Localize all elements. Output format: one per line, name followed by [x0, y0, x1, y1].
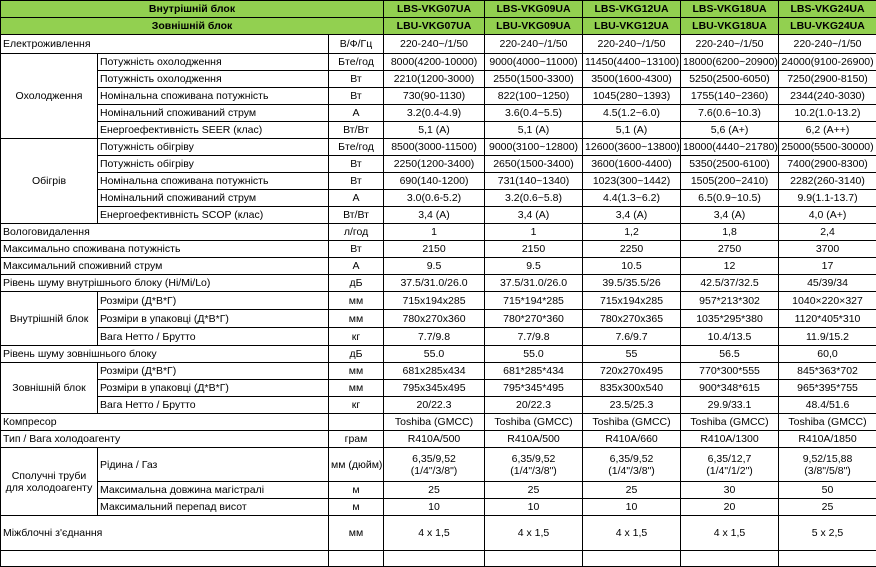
- outdoor-model-header: LBU-VKG24UA: [779, 18, 876, 35]
- outdoor-header-label: Зовнішній блок: [1, 18, 384, 35]
- value-cell: 7.7/9.8: [485, 328, 583, 346]
- value-cell: 3,4 (A): [583, 207, 681, 224]
- value-cell: 795*345*495: [485, 380, 583, 397]
- value-cell: 795x345x495: [384, 380, 485, 397]
- value-cell: 4.5(1.2~6.0): [583, 105, 681, 122]
- value-cell: 1,2: [583, 224, 681, 241]
- row-label: Потужність обігріву: [98, 139, 329, 156]
- interconnect-row: [1, 516, 876, 551]
- row-label: Розміри в упаковці (Д*В*Г): [98, 380, 329, 397]
- value-cell: 18000(6200~20900): [681, 54, 779, 71]
- pipe-size-mm: 6,35/9,52: [487, 453, 580, 465]
- value-cell: 3.6(0.4~5.5): [485, 105, 583, 122]
- heating-row: [1, 156, 876, 173]
- unit-cell: [329, 414, 384, 431]
- value-cell: 12: [681, 258, 779, 275]
- row-label: Номінальна споживана потужність: [98, 88, 329, 105]
- compressor-row: [1, 414, 876, 431]
- blank-row: [1, 551, 876, 567]
- header-row-indoor: [1, 1, 876, 18]
- indoor-header-label: Внутрішній блок: [1, 1, 384, 18]
- outdoor-noise-row: [1, 346, 876, 363]
- value-cell: 7.7/9.8: [384, 328, 485, 346]
- pipe-size-mm: 6,35/9,52: [585, 453, 678, 465]
- row-label: Потужність обігріву: [98, 156, 329, 173]
- row-label: Потужність охолодження: [98, 71, 329, 88]
- value-cell: 5,1 (A): [384, 122, 485, 139]
- unit-cell: мм (дюйм): [329, 448, 384, 482]
- row-label: Енергоефективність SCOP (клас): [98, 207, 329, 224]
- blank-cell: [1, 551, 329, 567]
- value-cell: 24000(9100-26900): [779, 54, 876, 71]
- value-cell: 715*194*285: [485, 292, 583, 310]
- row-label: Розміри в упаковці (Д*В*Г): [98, 310, 329, 328]
- value-cell: 730(90-1130): [384, 88, 485, 105]
- pipes-row: [1, 448, 876, 482]
- value-cell: 1040×220×327: [779, 292, 876, 310]
- cooling-row: [1, 105, 876, 122]
- cooling-row: [1, 54, 876, 71]
- power-supply-row: [1, 35, 876, 54]
- indoor-model-header: LBS-VKG24UA: [779, 1, 876, 18]
- value-cell: 11450(4400~13100): [583, 54, 681, 71]
- blank-cell: [779, 551, 876, 567]
- value-cell: Toshiba (GMCC): [583, 414, 681, 431]
- row-label: Номінальна споживана потужність: [98, 173, 329, 190]
- value-cell: 6.5(0.9~10.5): [681, 190, 779, 207]
- value-cell: 780x270x365: [583, 310, 681, 328]
- value-cell: R410A/660: [583, 431, 681, 448]
- unit-cell: мм: [329, 363, 384, 380]
- unit-cell: мм: [329, 516, 384, 551]
- row-label: Максимально споживана потужність: [1, 241, 329, 258]
- value-cell: 720x270x495: [583, 363, 681, 380]
- value-cell: R410A/1300: [681, 431, 779, 448]
- unit-cell: Бте/год: [329, 139, 384, 156]
- value-cell: [779, 448, 876, 482]
- blank-cell: [485, 551, 583, 567]
- value-cell: 3.2(0.4-4.9): [384, 105, 485, 122]
- row-label: Максимальна довжина магістралі: [98, 482, 329, 499]
- unit-cell: Вт: [329, 241, 384, 258]
- outdoor-model-header: LBU-VKG07UA: [384, 18, 485, 35]
- unit-cell: дБ: [329, 275, 384, 292]
- value-cell: 681x285x434: [384, 363, 485, 380]
- value-cell: 3,4 (A): [681, 207, 779, 224]
- row-label: Розміри (Д*В*Г): [98, 363, 329, 380]
- value-cell: 60,0: [779, 346, 876, 363]
- value-cell: 9.5: [384, 258, 485, 275]
- value-cell: R410A/500: [485, 431, 583, 448]
- heating-row: [1, 190, 876, 207]
- group-label: Охолодження: [1, 54, 98, 139]
- value-cell: 4,0 (A+): [779, 207, 876, 224]
- value-cell: 835x300x540: [583, 380, 681, 397]
- blank-cell: [329, 551, 384, 567]
- unit-cell: м: [329, 499, 384, 516]
- row-label: Номінальний споживаний струм: [98, 105, 329, 122]
- value-cell: 681*285*434: [485, 363, 583, 380]
- value-cell: 25: [583, 482, 681, 499]
- value-cell: 45/39/34: [779, 275, 876, 292]
- value-cell: 8500(3000-11500): [384, 139, 485, 156]
- unit-cell: Вт: [329, 173, 384, 190]
- value-cell: 3.2(0.6~5.8): [485, 190, 583, 207]
- value-cell: 5 x 2,5: [779, 516, 876, 551]
- group-label: Внутрішній блок: [1, 292, 98, 346]
- value-cell: 1: [384, 224, 485, 241]
- value-cell: 20: [681, 499, 779, 516]
- row-label: Вологовидалення: [1, 224, 329, 241]
- blank-cell: [384, 551, 485, 567]
- value-cell: 11.9/15.2: [779, 328, 876, 346]
- value-cell: [583, 448, 681, 482]
- value-cell: 2250(1200-3400): [384, 156, 485, 173]
- value-cell: 23.5/25.3: [583, 397, 681, 414]
- unit-cell: А: [329, 190, 384, 207]
- value-cell: 55: [583, 346, 681, 363]
- value-cell: 690(140-1200): [384, 173, 485, 190]
- value-cell: 10: [485, 499, 583, 516]
- pipe-size-inch: (1/4"/3/8"): [386, 465, 482, 477]
- value-cell: 48.4/51.6: [779, 397, 876, 414]
- value-cell: 3700: [779, 241, 876, 258]
- value-cell: 5250(2500-6050): [681, 71, 779, 88]
- indoor-unit-row: [1, 310, 876, 328]
- outdoor-model-header: LBU-VKG09UA: [485, 18, 583, 35]
- outdoor-unit-row: [1, 397, 876, 414]
- cooling-row: [1, 71, 876, 88]
- value-cell: 2750: [681, 241, 779, 258]
- value-cell: 3600(1600-4400): [583, 156, 681, 173]
- value-cell: 2150: [384, 241, 485, 258]
- value-cell: 845*363*702: [779, 363, 876, 380]
- value-cell: 4 x 1,5: [583, 516, 681, 551]
- indoor-model-header: LBS-VKG12UA: [583, 1, 681, 18]
- blank-cell: [681, 551, 779, 567]
- unit-cell: мм: [329, 310, 384, 328]
- dehumidification-row: [1, 224, 876, 241]
- value-cell: 1755(140~2360): [681, 88, 779, 105]
- value-cell: 957*213*302: [681, 292, 779, 310]
- value-cell: Toshiba (GMCC): [485, 414, 583, 431]
- value-cell: 2282(260-3140): [779, 173, 876, 190]
- value-cell: 37.5/31.0/26.0: [384, 275, 485, 292]
- unit-cell: кг: [329, 328, 384, 346]
- value-cell: Toshiba (GMCC): [681, 414, 779, 431]
- value-cell: 4 x 1,5: [384, 516, 485, 551]
- outdoor-model-header: LBU-VKG12UA: [583, 18, 681, 35]
- value-cell: 3,4 (A): [485, 207, 583, 224]
- blank-cell: [583, 551, 681, 567]
- pipes-row: [1, 482, 876, 499]
- value-cell: Toshiba (GMCC): [779, 414, 876, 431]
- value-cell: 965*395*755: [779, 380, 876, 397]
- value-cell: 9000(4000~11000): [485, 54, 583, 71]
- value-cell: 50: [779, 482, 876, 499]
- value-cell: 5350(2500-6100): [681, 156, 779, 173]
- max-current-row: [1, 258, 876, 275]
- outdoor-unit-row: [1, 363, 876, 380]
- row-label: Рівень шуму зовнішнього блоку: [1, 346, 329, 363]
- pipe-size-mm: 6,35/12,7: [683, 453, 776, 465]
- row-label: Рідина / Газ: [98, 448, 329, 482]
- pipe-size-inch: (1/4"/3/8"): [487, 465, 580, 477]
- value-cell: 220-240~/1/50: [583, 35, 681, 54]
- value-cell: 220-240~/1/50: [485, 35, 583, 54]
- value-cell: 10.5: [583, 258, 681, 275]
- unit-cell: л/год: [329, 224, 384, 241]
- row-label: Вага Нетто / Брутто: [98, 328, 329, 346]
- value-cell: 2344(240-3030): [779, 88, 876, 105]
- unit-cell: Вт: [329, 88, 384, 105]
- row-label: Потужність охолодження: [98, 54, 329, 71]
- pipe-size-inch: (3/8"/5/8"): [781, 465, 874, 477]
- value-cell: 2,4: [779, 224, 876, 241]
- value-cell: 12600(3600~13800): [583, 139, 681, 156]
- unit-cell: Вт: [329, 156, 384, 173]
- value-cell: 3500(1600-4300): [583, 71, 681, 88]
- unit-cell: м: [329, 482, 384, 499]
- unit-cell: А: [329, 105, 384, 122]
- value-cell: 2550(1500-3300): [485, 71, 583, 88]
- value-cell: 7400(2900-8300): [779, 156, 876, 173]
- value-cell: 780x270x360: [384, 310, 485, 328]
- value-cell: 2150: [485, 241, 583, 258]
- unit-cell: Вт/Вт: [329, 122, 384, 139]
- group-label: Обігрів: [1, 139, 98, 224]
- value-cell: 1120*405*310: [779, 310, 876, 328]
- outdoor-unit-row: [1, 380, 876, 397]
- value-cell: 25000(5500-30000): [779, 139, 876, 156]
- header-row-outdoor: [1, 18, 876, 35]
- value-cell: 5,1 (A): [485, 122, 583, 139]
- row-label: Компресор: [1, 414, 329, 431]
- value-cell: 9000(3100~12800): [485, 139, 583, 156]
- cooling-row: [1, 88, 876, 105]
- value-cell: 220-240~/1/50: [384, 35, 485, 54]
- value-cell: 7.6(0.6~10.3): [681, 105, 779, 122]
- value-cell: 30: [681, 482, 779, 499]
- value-cell: 2210(1200-3000): [384, 71, 485, 88]
- value-cell: 3,4 (A): [384, 207, 485, 224]
- value-cell: 10: [384, 499, 485, 516]
- row-label: Максимальний споживний струм: [1, 258, 329, 275]
- pipe-size-inch: (1/4"/3/8"): [585, 465, 678, 477]
- value-cell: [681, 448, 779, 482]
- value-cell: 7250(2900-8150): [779, 71, 876, 88]
- value-cell: 1023(300~1442): [583, 173, 681, 190]
- value-cell: 39.5/35.5/26: [583, 275, 681, 292]
- unit-cell: грам: [329, 431, 384, 448]
- indoor-model-header: LBS-VKG09UA: [485, 1, 583, 18]
- value-cell: 7.6/9.7: [583, 328, 681, 346]
- row-label: Вага Нетто / Брутто: [98, 397, 329, 414]
- value-cell: 1: [485, 224, 583, 241]
- value-cell: 780*270*360: [485, 310, 583, 328]
- value-cell: 29.9/33.1: [681, 397, 779, 414]
- value-cell: 5,6 (A+): [681, 122, 779, 139]
- value-cell: 220-240~/1/50: [779, 35, 876, 54]
- value-cell: 715x194x285: [384, 292, 485, 310]
- value-cell: 4 x 1,5: [485, 516, 583, 551]
- value-cell: 3.0(0.6-5.2): [384, 190, 485, 207]
- value-cell: 715x194x285: [583, 292, 681, 310]
- unit-cell: мм: [329, 292, 384, 310]
- unit-cell: кг: [329, 397, 384, 414]
- pipe-size-mm: 9,52/15,88: [781, 453, 874, 465]
- value-cell: 731(140~1340): [485, 173, 583, 190]
- indoor-unit-row: [1, 292, 876, 310]
- cooling-row: [1, 122, 876, 139]
- value-cell: 55.0: [485, 346, 583, 363]
- value-cell: 9.5: [485, 258, 583, 275]
- value-cell: 1045(280~1393): [583, 88, 681, 105]
- unit-cell: В/Ф/Гц: [329, 35, 384, 54]
- value-cell: 10.4/13.5: [681, 328, 779, 346]
- row-label: Номінальний споживаний струм: [98, 190, 329, 207]
- pipe-size-inch: (1/4"/1/2"): [683, 465, 776, 477]
- refrigerant-row: [1, 431, 876, 448]
- value-cell: 6,2 (A++): [779, 122, 876, 139]
- value-cell: 25: [384, 482, 485, 499]
- value-cell: 10: [583, 499, 681, 516]
- value-cell: 18000(4440~21780): [681, 139, 779, 156]
- pipe-size-mm: 6,35/9,52: [386, 453, 482, 465]
- value-cell: 2250: [583, 241, 681, 258]
- value-cell: [384, 448, 485, 482]
- heating-row: [1, 139, 876, 156]
- heating-row: [1, 207, 876, 224]
- unit-cell: Вт: [329, 71, 384, 88]
- value-cell: 5,1 (A): [583, 122, 681, 139]
- row-label: Енергоефективність SEER (клас): [98, 122, 329, 139]
- unit-cell: А: [329, 258, 384, 275]
- row-label: Тип / Вага холодоагенту: [1, 431, 329, 448]
- value-cell: 37.5/31.0/26.0: [485, 275, 583, 292]
- row-label: Максимальний перепад висот: [98, 499, 329, 516]
- unit-cell: Вт/Вт: [329, 207, 384, 224]
- value-cell: 10.2(1.0-13.2): [779, 105, 876, 122]
- value-cell: 25: [779, 499, 876, 516]
- value-cell: 20/22.3: [384, 397, 485, 414]
- value-cell: 25: [485, 482, 583, 499]
- group-label: Зовнішній блок: [1, 363, 98, 414]
- value-cell: 56.5: [681, 346, 779, 363]
- value-cell: 8000(4200-10000): [384, 54, 485, 71]
- unit-cell: Бте/год: [329, 54, 384, 71]
- value-cell: 770*300*555: [681, 363, 779, 380]
- row-label: Міжблочні з'єднання: [1, 516, 329, 551]
- indoor-model-header: LBS-VKG18UA: [681, 1, 779, 18]
- value-cell: 17: [779, 258, 876, 275]
- value-cell: 822(100~1250): [485, 88, 583, 105]
- unit-cell: мм: [329, 380, 384, 397]
- value-cell: 220-240~/1/50: [681, 35, 779, 54]
- heating-row: [1, 173, 876, 190]
- value-cell: 20/22.3: [485, 397, 583, 414]
- max-power-row: [1, 241, 876, 258]
- value-cell: 4.4(1.3~6.2): [583, 190, 681, 207]
- outdoor-model-header: LBU-VKG18UA: [681, 18, 779, 35]
- indoor-model-header: LBS-VKG07UA: [384, 1, 485, 18]
- row-label: Розміри (Д*В*Г): [98, 292, 329, 310]
- value-cell: 1505(200~2410): [681, 173, 779, 190]
- unit-cell: дБ: [329, 346, 384, 363]
- value-cell: [485, 448, 583, 482]
- value-cell: 900*348*615: [681, 380, 779, 397]
- row-label: Рівень шуму внутрішнього блоку (Hi/Mi/Lo): [1, 275, 329, 292]
- value-cell: R410A/500: [384, 431, 485, 448]
- value-cell: 9.9(1.1-13.7): [779, 190, 876, 207]
- value-cell: 1,8: [681, 224, 779, 241]
- value-cell: Toshiba (GMCC): [384, 414, 485, 431]
- value-cell: R410A/1850: [779, 431, 876, 448]
- value-cell: 55.0: [384, 346, 485, 363]
- indoor-unit-row: [1, 328, 876, 346]
- pipes-group-label: Сполучні труби для холодоагенту: [1, 448, 98, 516]
- value-cell: 1035*295*380: [681, 310, 779, 328]
- value-cell: 4 x 1,5: [681, 516, 779, 551]
- value-cell: 42.5/37/32.5: [681, 275, 779, 292]
- indoor-noise-row: [1, 275, 876, 292]
- row-label: Електроживлення: [1, 35, 329, 54]
- value-cell: 2650(1500-3400): [485, 156, 583, 173]
- pipes-row: [1, 499, 876, 516]
